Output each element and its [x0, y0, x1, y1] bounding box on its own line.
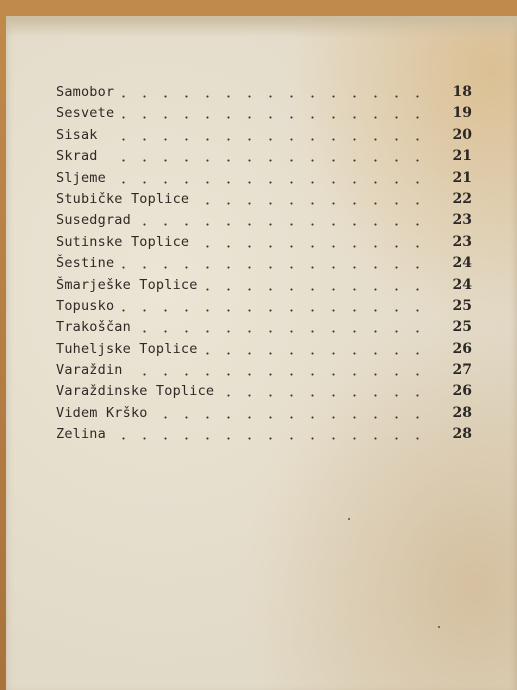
toc-entry-page: 21 — [452, 169, 472, 186]
toc-entry-page: 26 — [452, 383, 472, 400]
dot-leader — [206, 288, 428, 291]
toc-entry-page: 23 — [452, 233, 472, 250]
toc-entry-page: 18 — [452, 84, 472, 100]
toc-entry-name: Trakoščan — [56, 319, 131, 336]
toc-entry-page: 27 — [452, 362, 472, 379]
paper-speck — [438, 626, 440, 628]
toc-entry-page: 28 — [452, 426, 472, 443]
toc-entry — [56, 296, 476, 317]
toc-entry-name: Susedgrad — [56, 212, 131, 229]
dot-leader — [197, 245, 428, 248]
toc-entry — [56, 360, 476, 381]
dot-leader — [106, 159, 428, 162]
page-top-edge — [6, 16, 517, 38]
toc-entry-page: 25 — [452, 319, 472, 336]
dot-leader — [131, 373, 428, 376]
toc-entry — [56, 125, 476, 146]
toc-entry-name: Videm Krško — [56, 404, 148, 421]
dot-leader — [114, 181, 428, 184]
toc-entry — [56, 82, 476, 103]
toc-entry-page: 21 — [452, 148, 472, 165]
dot-leader — [206, 352, 428, 355]
toc-entry-name: Varaždin — [56, 362, 123, 379]
dot-leader — [106, 138, 428, 141]
toc-entry-page: 25 — [452, 297, 472, 314]
toc-entry-name: Skrad — [56, 148, 98, 165]
toc-entry-name: Sljeme — [56, 169, 106, 186]
toc-entry — [56, 339, 476, 360]
toc-entry-name: Topusko — [56, 297, 115, 314]
toc-entry-name: Samobor — [56, 84, 115, 100]
toc-entry — [56, 168, 476, 189]
toc-entry — [56, 424, 476, 445]
toc-entry — [56, 275, 476, 296]
toc-entry-page: 22 — [452, 190, 472, 207]
dot-leader — [114, 437, 428, 440]
dot-leader — [222, 394, 428, 397]
toc-entry-page: 28 — [452, 404, 472, 421]
toc-entry-page: 24 — [452, 276, 472, 293]
toc-entry-name: Sutinske Toplice — [56, 233, 190, 250]
dot-leader — [156, 416, 428, 419]
toc-entry-page: 19 — [452, 105, 472, 122]
toc-entry — [56, 317, 476, 338]
toc-entry-page: 20 — [452, 126, 472, 143]
dot-leader — [122, 95, 428, 98]
toc-entry-name: Sesvete — [56, 105, 115, 122]
toc-entry-name: Šestine — [56, 255, 115, 272]
toc-entry-name: Tuheljske Toplice — [56, 340, 198, 357]
toc-entry-page: 26 — [452, 340, 472, 357]
toc-entry-name: Varaždinske Toplice — [56, 383, 215, 400]
toc-entry — [56, 253, 476, 274]
dot-leader — [122, 309, 428, 312]
toc-entry-name: Sisak — [56, 126, 98, 143]
toc-entry — [56, 189, 476, 210]
dot-leader — [197, 202, 428, 205]
toc-entry-name: Šmarješke Toplice — [56, 276, 198, 293]
dot-leader — [139, 330, 428, 333]
toc-entry — [56, 146, 476, 167]
toc-entry — [56, 210, 476, 231]
toc-entry-name: Zelina — [56, 426, 106, 443]
toc-entry-page: 23 — [452, 212, 472, 229]
dot-leader — [122, 266, 428, 269]
dot-leader — [122, 116, 428, 119]
toc-entry — [56, 381, 476, 402]
toc-entry-name: Stubičke Toplice — [56, 190, 190, 207]
toc-entry-page: 24 — [452, 255, 472, 272]
toc-entry — [56, 232, 476, 253]
toc-entry — [56, 103, 476, 124]
paper-speck — [348, 518, 350, 520]
table-of-contents — [56, 82, 476, 446]
toc-entry — [56, 403, 476, 424]
dot-leader — [139, 223, 428, 226]
